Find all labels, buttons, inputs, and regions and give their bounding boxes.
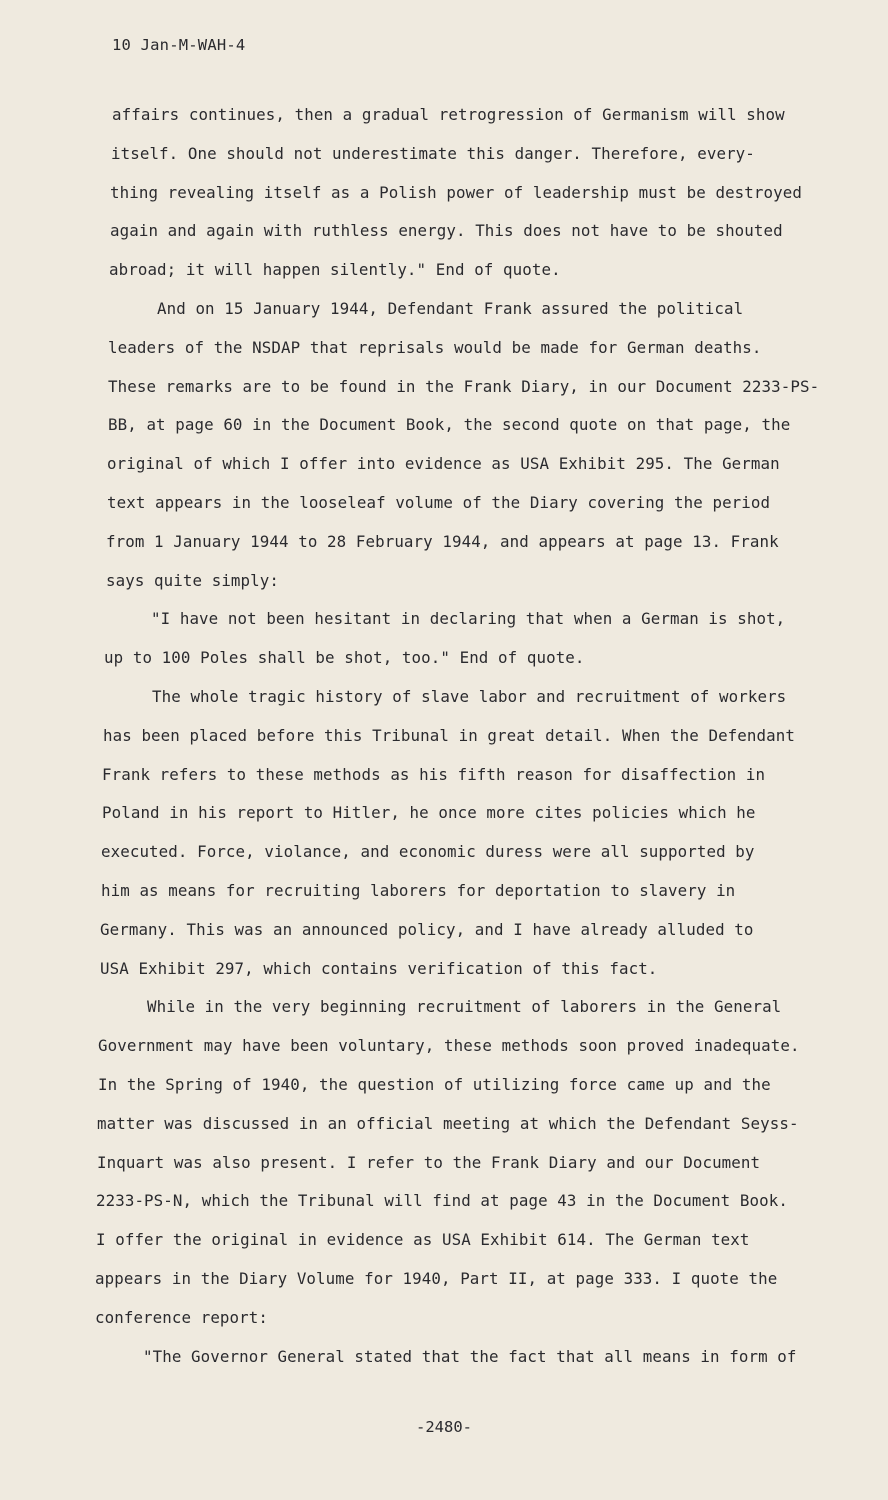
text-line: leaders of the NSDAP that reprisals would be made for German deaths.	[108, 337, 762, 357]
text-line: Frank refers to these methods as his fifth reason for disaffection in	[102, 764, 766, 784]
text-line: Inquart was also present. I refer to the Frank Diary and our Document	[97, 1152, 761, 1172]
text-line: itself. One should not underestimate this danger. Therefore, every-	[111, 143, 755, 163]
text-line: Government may have been voluntary, these methods soon proved inadequate.	[98, 1036, 800, 1056]
text-line: And on 15 January 1944, Defendant Frank assured the political	[157, 298, 744, 318]
text-line: I offer the original in evidence as USA Exhibit 614. The German text	[96, 1230, 750, 1250]
page-header: 10 Jan-M-WAH-4	[112, 36, 246, 54]
text-line: affairs continues, then a gradual retrogression of Germanism will show	[112, 105, 785, 124]
text-line: In the Spring of 1940, the question of utilizing force came up and the	[98, 1074, 771, 1094]
text-line: conference report:	[95, 1307, 268, 1327]
text-line: 2233-PS-N, which the Tribunal will find at page 43 in the Document Book.	[96, 1191, 788, 1211]
text-line: BB, at page 60 in the Document Book, the second quote on that page, the	[108, 415, 791, 435]
text-line: executed. Force, violance, and economic duress were all supported by	[101, 842, 755, 862]
text-line: While in the very beginning recruitment of laborers in the General	[147, 997, 782, 1017]
text-line: These remarks are to be found in the Frank Diary, in our Document 2233-PS-	[108, 376, 820, 396]
text-line: has been placed before this Tribunal in great detail. When the Defendant	[103, 725, 795, 745]
text-line: says quite simply:	[106, 570, 279, 590]
text-line: matter was discussed in an official meeting at which the Defendant Seyss-	[97, 1113, 799, 1133]
text-line: from 1 January 1944 to 28 February 1944, and appears at page 13. Frank	[106, 531, 779, 551]
text-line: "The Governor General stated that the fact that all means in form of	[143, 1346, 797, 1366]
text-line: Poland in his report to Hitler, he once more cites policies which he	[102, 803, 756, 823]
text-line: abroad; it will happen silently." End of quote.	[109, 260, 561, 280]
text-line: original of which I offer into evidence as USA Exhibit 295. The German	[107, 454, 780, 474]
text-line: him as means for recruiting laborers for deportation to slavery in	[101, 880, 736, 900]
text-line: "I have not been hesitant in declaring that when a German is shot,	[151, 609, 786, 629]
text-line: text appears in the looseleaf volume of the Diary covering the period	[107, 492, 771, 512]
text-line: again and again with ruthless energy. This does not have to be shouted	[110, 221, 783, 241]
text-line: USA Exhibit 297, which contains verification of this fact.	[100, 958, 658, 978]
text-line: The whole tragic history of slave labor and recruitment of workers	[152, 686, 787, 706]
page-number: -2480-	[416, 1418, 472, 1436]
text-line: Germany. This was an announced policy, and I have already alluded to	[100, 919, 754, 939]
text-line: appears in the Diary Volume for 1940, Part II, at page 333. I quote the	[95, 1268, 778, 1288]
transcript-body	[95, 96, 820, 1376]
text-line: thing revealing itself as a Polish power of leadership must be destroyed	[110, 182, 802, 202]
text-line: up to 100 Poles shall be shot, too." End of quote.	[104, 648, 585, 668]
